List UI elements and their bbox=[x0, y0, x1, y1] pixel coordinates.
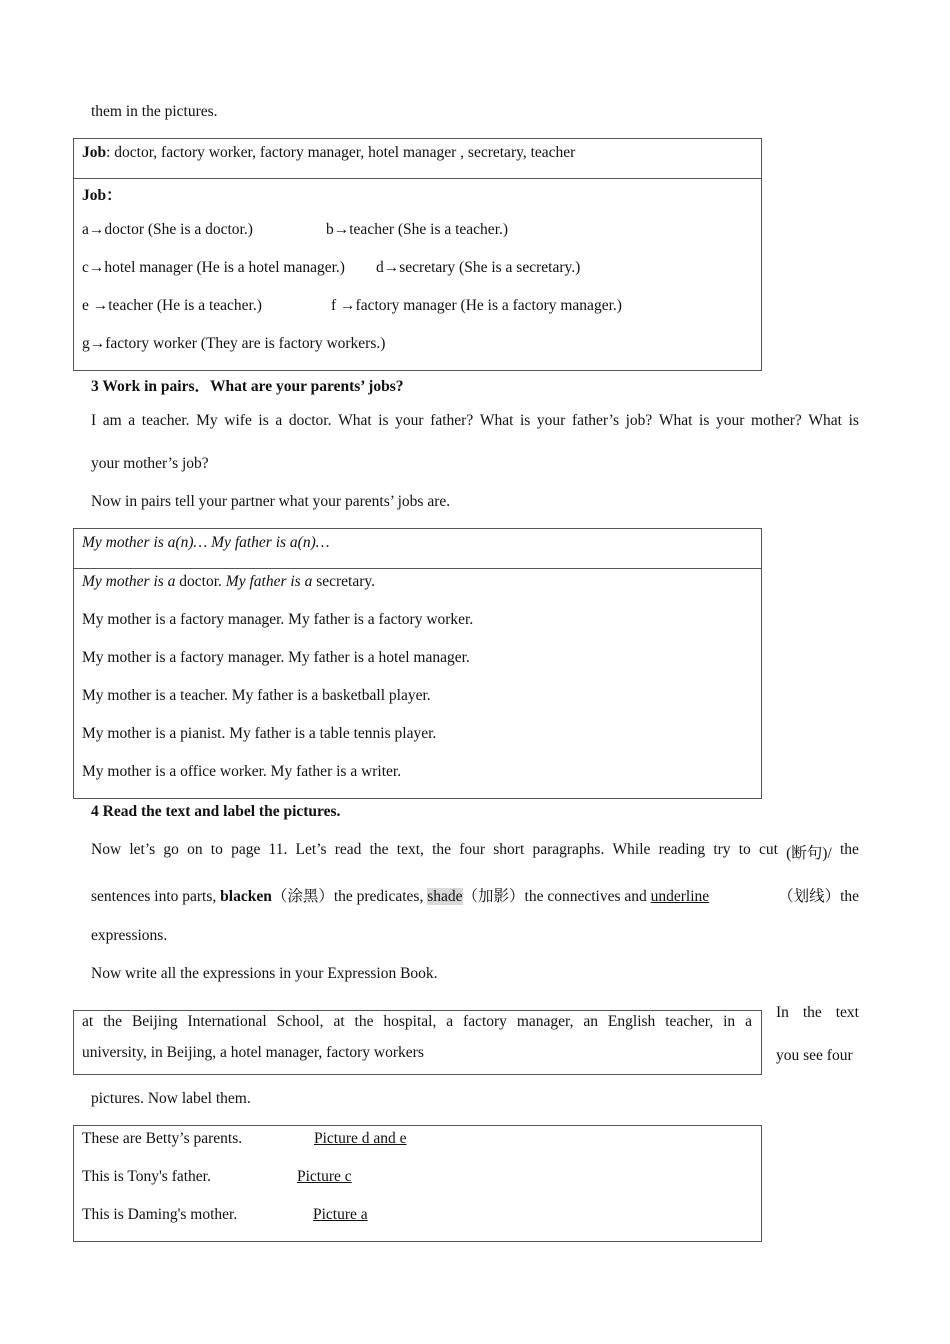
parents-row: My mother is a office worker. My father is a writer. bbox=[82, 763, 402, 780]
answers-label: Job： bbox=[82, 187, 122, 204]
blacken-word: blacken bbox=[220, 888, 272, 905]
section4-instruction: Now write all the expressions in your Expression Book. bbox=[91, 965, 438, 982]
section3-instruction: Now in pairs tell your partner what your parents’ jobs are. bbox=[91, 493, 451, 510]
section4-paragraph-line1: Now let’s go on to page 11. Let’s read the text, the four short paragraphs. While reading try to cut (断句)/ the bbox=[91, 841, 859, 862]
section3-heading: 3 Work in pairs．What are your parents’ jobs? bbox=[91, 378, 404, 395]
answer-d: d→secretary (She is a secretary.) bbox=[376, 259, 581, 276]
intro-text: them in the pictures. bbox=[91, 103, 218, 120]
answer-c: c→hotel manager (He is a hotel manager.) bbox=[82, 259, 345, 276]
side-text-line2: you see four bbox=[776, 1047, 853, 1064]
parents-table-header: My mother is a(n)… My father is a(n)… bbox=[82, 534, 330, 551]
expressions-table bbox=[73, 1010, 762, 1075]
answer-a: a→doctor (She is a doctor.) bbox=[82, 221, 253, 238]
parents-row: My mother is a factory manager. My father is a factory worker. bbox=[82, 611, 474, 628]
expressions-line1: at the Beijing International School, at the hospital, a factory manager, an English teacher, in a bbox=[82, 1013, 752, 1030]
jobs-table-header bbox=[82, 144, 575, 162]
parents-row: My mother is a pianist. My father is a table tennis player. bbox=[82, 725, 437, 742]
picture-sentence: This is Tony's father. bbox=[82, 1168, 211, 1185]
answer-e: e →teacher (He is a teacher.) bbox=[82, 297, 262, 314]
answer-b: b→teacher (She is a teacher.) bbox=[326, 221, 509, 238]
parents-row: My mother is a factory manager. My father is a hotel manager. bbox=[82, 649, 470, 666]
parents-row: My mother is a teacher. My father is a basketball player. bbox=[82, 687, 431, 704]
picture-answer: Picture a bbox=[313, 1206, 368, 1223]
section4-paragraph-line2: sentences into parts, blacken（涂黑）the predicates, shade（加影）the connectives and underline （划线）the bbox=[91, 888, 859, 905]
pictures-instruction: pictures. Now label them. bbox=[91, 1090, 251, 1107]
underline-word: underline bbox=[650, 888, 710, 905]
job-label: Job bbox=[82, 144, 107, 161]
parents-row: My mother is a doctor. My father is a secretary. bbox=[82, 573, 376, 590]
section3-paragraph-line2: your mother’s job? bbox=[91, 455, 209, 472]
section3-paragraph-line1: I am a teacher. My wife is a doctor. What is your father? What is your father’s job? What is your mother? What is bbox=[91, 412, 859, 429]
answer-f: f →factory manager (He is a factory manager.) bbox=[331, 297, 622, 314]
section4-heading: 4 Read the text and label the pictures. bbox=[91, 803, 341, 820]
label-pictures-table bbox=[73, 1125, 762, 1242]
jobs-table bbox=[73, 138, 762, 371]
picture-answer: Picture d and e bbox=[314, 1130, 407, 1147]
parents-jobs-table bbox=[73, 528, 762, 799]
side-text-line1: In the text bbox=[776, 1004, 859, 1021]
shade-word: shade bbox=[427, 888, 463, 905]
section4-paragraph-line3: expressions. bbox=[91, 927, 168, 944]
picture-answer: Picture c bbox=[297, 1168, 352, 1185]
job-list: : doctor, factory worker, factory manager, hotel manager , secretary, teacher bbox=[106, 144, 576, 161]
picture-sentence: This is Daming's mother. bbox=[82, 1206, 238, 1223]
picture-sentence: These are Betty’s parents. bbox=[82, 1130, 243, 1147]
expressions-line2: university, in Beijing, a hotel manager, factory workers bbox=[82, 1044, 424, 1061]
answer-g: g→factory worker (They are is factory workers.) bbox=[82, 335, 386, 352]
